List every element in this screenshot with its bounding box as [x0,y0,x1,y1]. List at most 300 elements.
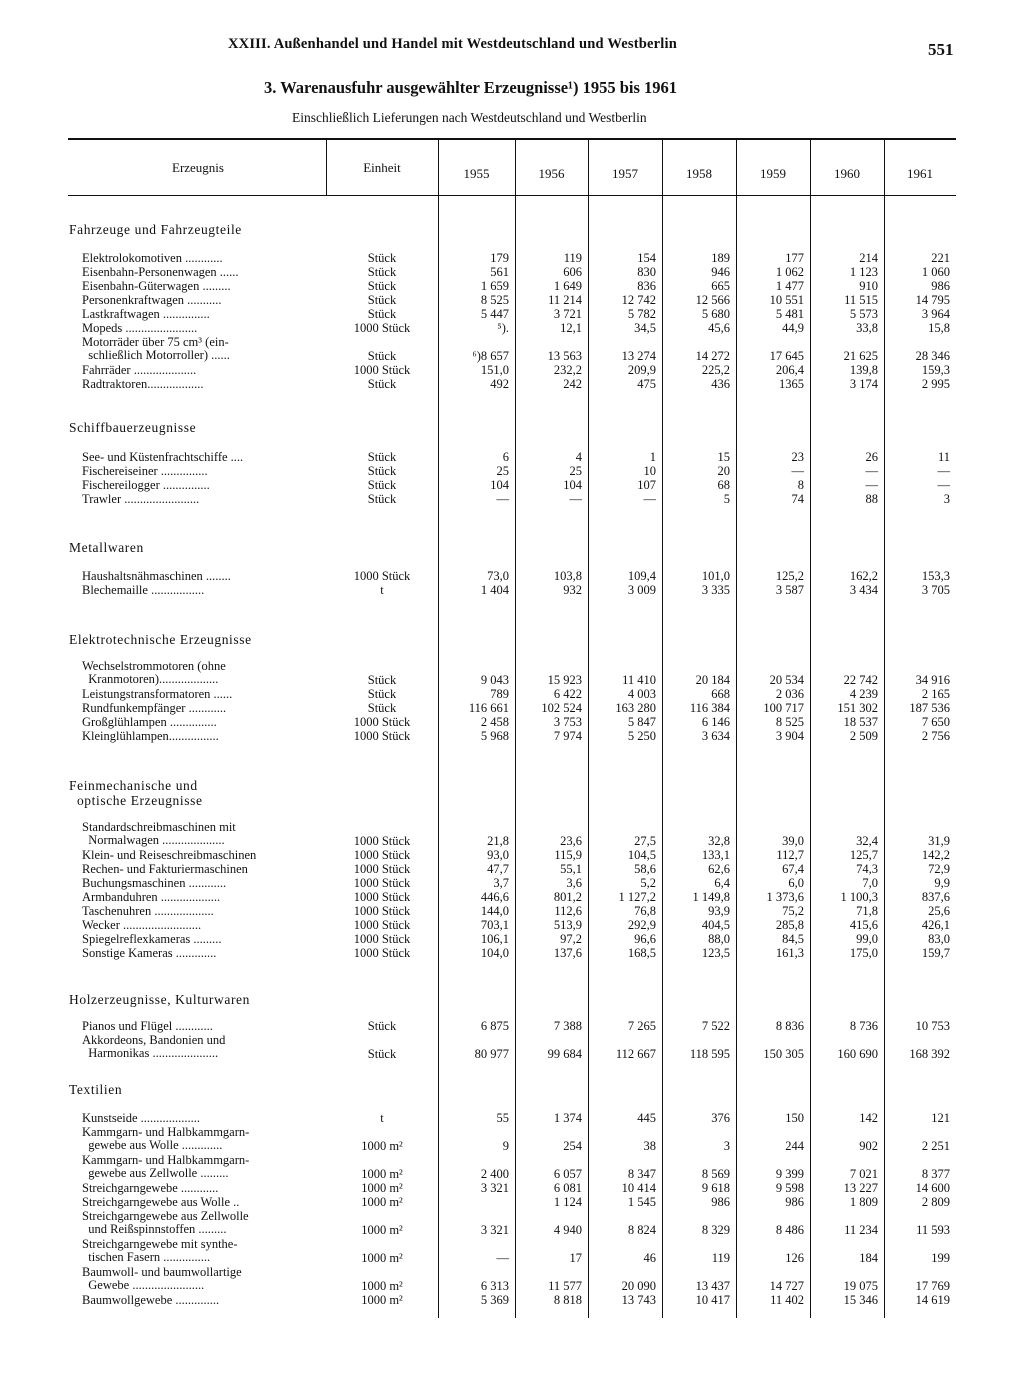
item-value: 18 537 [843,715,878,729]
item-value: 26 [865,450,878,464]
item-value: 5 447 [480,307,509,321]
item-label: Großglühlampen ............... [82,715,217,729]
item-unit: 1000 m² [361,1195,403,1209]
item-label: Baumwoll- und baumwollartige Gewebe ....................... [82,1265,242,1293]
item-value: 11 410 [622,672,656,687]
table-subtitle: Einschließlich Lieferungen nach Westdeutschland und Westberlin [292,110,647,125]
item-value: 5 847 [627,715,656,729]
column-rule [736,140,737,1318]
item-value: 4 940 [553,1222,582,1237]
item-value: 151 302 [837,701,878,715]
item-unit: Stück [367,265,397,279]
item-value: 99 684 [547,1046,582,1061]
item-value: 150 305 [763,1046,804,1061]
item-value: 986 [785,1195,804,1209]
item-label: Wecker ......................... [82,918,202,932]
item-value: ⁶)8 657 [472,348,509,363]
item-value: 5 [723,492,730,506]
item-unit: Stück [367,1046,397,1061]
header-year: 1957 [612,166,638,181]
item-unit: Stück [367,492,397,506]
item-unit: Stück [367,1019,397,1033]
item-value: 445 [637,1111,656,1125]
item-value: 159,3 [921,363,950,377]
item-value: 10 753 [915,1019,950,1033]
item-value: 221 [931,251,950,265]
section-title: Elektrotechnische Erzeugnisse [69,632,252,647]
item-value: 103,8 [553,569,582,583]
item-value: 426,1 [921,918,950,932]
header-year: 1958 [686,166,712,181]
item-value: — [569,492,582,506]
header-rule [68,195,956,196]
header-year: 1955 [463,166,490,181]
item-value: 1 659 [480,279,509,293]
item-value: 22 742 [843,672,878,687]
item-value: 106,1 [480,932,509,946]
item-value: 1 404 [480,583,509,597]
item-value: 14 795 [915,293,950,307]
item-value: 161,3 [775,946,804,960]
item-value: 119 [563,251,582,265]
item-value: 8 377 [921,1166,950,1181]
item-value: 83,0 [928,932,950,946]
item-value: 104,5 [627,848,656,862]
item-value: 107 [637,478,656,492]
item-unit: 1000 m² [361,1222,403,1237]
item-value: 14 727 [769,1278,804,1293]
item-label: Sonstige Kameras ............. [82,946,217,960]
item-value: 376 [711,1111,730,1125]
item-value: 2 036 [775,687,804,701]
item-unit: Stück [367,687,397,701]
item-value: 10 417 [695,1293,730,1307]
item-value: 12 566 [695,293,730,307]
item-value: 133,1 [701,848,730,862]
item-value: 4 239 [849,687,878,701]
item-value: 20 090 [621,1278,656,1293]
item-label: Streichgarngewebe mit synthe- tischen Fasern ............... [82,1237,238,1265]
item-value: 404,5 [701,918,730,932]
item-value: 8 525 [480,293,509,307]
item-value: 1 545 [627,1195,656,1209]
item-label: Trawler ........................ [82,492,200,506]
item-value: 2 400 [480,1166,509,1181]
item-value: 5 481 [775,307,804,321]
item-unit: 1000 m² [361,1278,403,1293]
item-label: Fahrräder .................... [82,363,197,377]
item-value: 115,9 [554,848,582,862]
item-value: 104 [563,478,582,492]
item-value: 513,9 [553,918,582,932]
item-value: 72,9 [928,862,950,876]
item-label: Mopeds ....................... [82,321,198,335]
column-rule [810,140,811,1318]
item-value: 21,8 [487,833,509,848]
item-value: 285,8 [775,918,804,932]
section-title: Textilien [69,1082,123,1097]
header-year: 1956 [538,166,565,181]
item-unit: 1000 Stück [353,876,411,890]
item-value: 2 509 [849,729,878,743]
header-einheit: Einheit [363,160,401,175]
item-value: 80 977 [474,1046,509,1061]
item-value: 8 736 [849,1019,878,1033]
item-value: — [937,478,950,492]
item-value: 168 392 [909,1046,950,1061]
item-value: ⁵). [497,321,509,335]
item-label: Kammgarn- und Halbkammgarn- gewebe aus Wolle ............. [82,1125,250,1153]
item-label: Klein- und Reiseschreibmaschinen [82,848,257,862]
item-value: 20 534 [769,672,804,687]
item-value: 3 587 [775,583,804,597]
item-value: 19 075 [843,1278,878,1293]
item-value: — [865,478,878,492]
item-value: 93,0 [487,848,509,862]
item-label: Rechen- und Fakturiermaschinen [82,862,248,876]
item-label: Personenkraftwagen ........... [82,293,222,307]
item-unit: t [380,583,384,597]
item-value: — [791,464,804,478]
item-value: 1 100,3 [840,890,878,904]
item-value: 73,0 [487,569,509,583]
item-value: 837,6 [921,890,950,904]
item-value: 3 321 [480,1222,509,1237]
item-value: 7 388 [553,1019,582,1033]
item-value: 13 437 [695,1278,730,1293]
item-unit: Stück [367,377,397,391]
item-unit: Stück [367,279,397,293]
item-label: Kunstseide ................... [82,1111,201,1125]
item-label: Elektrolokomotiven ............ [82,251,223,265]
item-value: 15 [717,450,730,464]
item-value: 20 [717,464,730,478]
item-value: 104,0 [480,946,509,960]
item-unit: 1000 Stück [353,918,411,932]
running-header: XXIII. Außenhandel und Handel mit Westdeutschland und Westberlin [228,36,678,52]
item-value: 13 227 [843,1181,878,1195]
item-unit: Stück [367,464,397,478]
item-value: 8 [797,478,804,492]
item-value: 175,0 [849,946,878,960]
item-value: 168,5 [627,946,656,960]
column-rule [588,140,589,1318]
item-value: 31,9 [928,833,950,848]
item-value: — [865,464,878,478]
item-unit: Stück [367,450,397,464]
item-value: 10 551 [769,293,804,307]
item-value: 150 [785,1111,804,1125]
item-value: 119 [711,1250,730,1265]
item-value: 9 043 [480,672,509,687]
item-value: 3 634 [701,729,730,743]
item-value: 6 057 [553,1166,582,1181]
item-value: 44,9 [782,321,804,335]
item-label: Wechselstrommotoren (ohne Kranmotoren)................... [82,659,226,687]
section-title: Schiffbauerzeugnisse [69,420,197,435]
section-title: Holzerzeugnisse, Kulturwaren [69,992,250,1007]
item-value: 2 165 [921,687,950,701]
item-value: 28 346 [915,348,950,363]
item-value: 75,2 [782,904,804,918]
item-value: 1365 [779,377,804,391]
item-value: 5 782 [627,307,656,321]
item-value: 34 916 [915,672,950,687]
item-value: 10 414 [621,1181,656,1195]
item-value: 5 573 [849,307,878,321]
item-unit: 1000 Stück [353,848,411,862]
item-label: Rundfunkempfänger ............ [82,701,227,715]
item-value: 9,9 [934,876,950,890]
item-value: 199 [931,1250,950,1265]
item-value: 665 [711,279,730,293]
item-value: — [937,464,950,478]
item-value: 14 600 [915,1181,950,1195]
item-value: 11 402 [770,1293,804,1307]
item-value: 121 [931,1111,950,1125]
item-value: 47,7 [487,862,509,876]
item-value: 9 [502,1138,509,1153]
item-value: 932 [563,583,582,597]
item-value: 3 753 [553,715,582,729]
item-unit: 1000 Stück [353,715,411,729]
item-value: 3 [943,492,950,506]
item-value: 14 272 [695,348,730,363]
header-year: 1960 [834,166,860,181]
item-value: 14 619 [915,1293,950,1307]
item-value: 244 [785,1138,804,1153]
item-value: 3 964 [921,307,950,321]
item-value: 9 598 [775,1181,804,1195]
item-unit: 1000 Stück [353,321,411,335]
header-year: 1959 [760,166,786,181]
item-value: 76,8 [634,904,656,918]
item-unit: 1000 Stück [353,833,411,848]
item-label: Eisenbahn-Güterwagen ......... [82,279,231,293]
item-label: Kleinglühlampen................ [82,729,219,743]
section-title: Metallwaren [69,540,144,555]
item-value: 8 818 [553,1293,582,1307]
item-value: 74 [791,492,804,506]
item-value: 902 [859,1138,878,1153]
column-rule [438,196,439,1318]
item-value: 789 [490,687,509,701]
item-value: 7,0 [862,876,878,890]
item-value: 225,2 [701,363,730,377]
item-value: 415,6 [849,918,878,932]
item-unit: 1000 Stück [353,862,411,876]
item-unit: Stück [367,478,397,492]
item-value: 1 373,6 [766,890,804,904]
item-value: 946 [711,265,730,279]
item-value: 163 280 [615,701,656,715]
item-value: 5 968 [480,729,509,743]
item-value: 118 595 [689,1046,730,1061]
item-label: Buchungsmaschinen ............ [82,876,227,890]
item-value: 15,8 [928,321,950,335]
item-value: 3,6 [566,876,582,890]
item-label: Armbanduhren ................... [82,890,221,904]
item-unit: 1000 Stück [353,904,411,918]
item-label: Radtraktoren.................. [82,377,204,391]
item-label: Akkordeons, Bandonien und Harmonikas ..................... [82,1033,226,1061]
item-value: 6 146 [701,715,730,729]
item-label: Pianos und Flügel ............ [82,1019,213,1033]
item-unit: 1000 Stück [353,569,411,583]
item-value: 6,0 [788,876,804,890]
item-value: 187 536 [909,701,950,715]
item-value: 11 515 [844,293,878,307]
item-value: 84,5 [782,932,804,946]
item-value: 46 [643,1250,656,1265]
item-unit: Stück [367,348,397,363]
item-value: 446,6 [480,890,509,904]
item-value: 15 923 [547,672,582,687]
item-value: 242 [563,377,582,391]
item-value: 6 313 [480,1278,509,1293]
item-value: 254 [563,1138,582,1153]
item-value: 23,6 [560,833,582,848]
item-value: 2 251 [921,1138,950,1153]
item-value: 6 [502,450,509,464]
item-value: 25 [569,464,582,478]
item-value: 3,7 [493,876,509,890]
item-value: 292,9 [627,918,656,932]
item-value: 7 650 [921,715,950,729]
item-value: 189 [711,251,730,265]
item-value: 11 234 [844,1222,878,1237]
item-label: Haushaltsnähmaschinen ........ [82,569,231,583]
section-title: Feinmechanische und optische Erzeugnisse [69,778,203,808]
item-value: 126 [785,1250,804,1265]
item-value: 123,5 [701,946,730,960]
item-value: 17 645 [769,348,804,363]
item-value: 104 [490,478,509,492]
item-label: Lastkraftwagen ............... [82,307,210,321]
item-value: — [643,492,656,506]
item-value: 2 458 [480,715,509,729]
item-value: 137,6 [553,946,582,960]
item-value: 74,3 [856,862,878,876]
item-value: 88 [865,492,878,506]
item-value: 177 [785,251,804,265]
item-value: 830 [637,265,656,279]
item-value: 34,5 [634,321,656,335]
item-value: 3 321 [480,1181,509,1195]
item-label: Blechemaille ................. [82,583,205,597]
item-value: 159,7 [921,946,950,960]
item-label: Motorräder über 75 cm³ (ein- schließlich Motorroller) ...... [82,335,230,363]
item-value: 3 174 [849,377,878,391]
item-value: 11 593 [916,1222,950,1237]
column-rule [662,140,663,1318]
item-unit: Stück [367,701,397,715]
item-value: 39,0 [782,833,804,848]
item-value: 23 [791,450,804,464]
item-value: 142 [859,1111,878,1125]
item-value: 144,0 [480,904,509,918]
item-value: 5 369 [480,1293,509,1307]
item-value: 13 274 [621,348,656,363]
item-value: 38 [643,1138,656,1153]
item-value: 11 214 [548,293,582,307]
item-unit: Stück [367,672,397,687]
item-value: 13 563 [547,348,582,363]
item-label: Streichgarngewebe aus Wolle .. [82,1195,240,1209]
item-value: 2 756 [921,729,950,743]
item-value: 15 346 [843,1293,878,1307]
item-value: 58,6 [634,862,656,876]
item-label: Eisenbahn-Personenwagen ...... [82,265,239,279]
item-value: 6,4 [714,876,730,890]
item-value: 8 329 [701,1222,730,1237]
item-value: 97,2 [560,932,582,946]
section-title: Fahrzeuge und Fahrzeugteile [69,222,242,237]
item-value: 13 743 [621,1293,656,1307]
item-value: 206,4 [775,363,804,377]
item-value: 112,6 [554,904,582,918]
item-value: 8 347 [627,1166,656,1181]
page-number: 551 [928,40,954,59]
item-value: 8 486 [775,1222,804,1237]
item-value: 125,7 [849,848,878,862]
item-unit: t [380,1111,384,1125]
item-value: 20 184 [695,672,730,687]
item-label: Fischereilogger ............... [82,478,210,492]
item-value: 32,8 [708,833,730,848]
export-table [68,138,956,1318]
item-unit: 1000 Stück [353,890,411,904]
item-value: 100 717 [763,701,804,715]
item-value: 1 123 [849,265,878,279]
item-value: 5 680 [701,307,730,321]
item-value: 112,7 [776,848,804,862]
item-value: 8 824 [627,1222,656,1237]
item-label: Fischereiseiner ............... [82,464,208,478]
item-value: 33,8 [856,321,878,335]
item-unit: 1000 Stück [353,729,411,743]
item-value: 7 522 [701,1019,730,1033]
item-value: 139,8 [849,363,878,377]
item-value: 17 769 [915,1278,950,1293]
item-value: 116 661 [468,701,509,715]
item-value: 5,2 [640,876,656,890]
item-value: 8 836 [775,1019,804,1033]
item-value: 986 [931,279,950,293]
item-value: 910 [859,279,878,293]
item-value: 7 265 [627,1019,656,1033]
item-value: 1 127,2 [618,890,656,904]
item-unit: Stück [367,293,397,307]
item-value: 142,2 [921,848,950,862]
item-value: 2 995 [921,377,950,391]
item-value: 801,2 [553,890,582,904]
item-value: 109,4 [627,569,656,583]
item-value: 2 809 [921,1195,950,1209]
table-title: 3. Warenausfuhr ausgewählter Erzeugnisse¹) 1955 bis 1961 [264,78,678,97]
item-value: 8 525 [775,715,804,729]
item-value: 209,9 [627,363,656,377]
item-value: 116 384 [689,701,730,715]
item-value: 25 [496,464,509,478]
item-value: 703,1 [480,918,509,932]
item-value: 606 [563,265,582,279]
item-label: Taschenuhren ................... [82,904,214,918]
item-value: 151,0 [480,363,509,377]
item-value: 10 [643,464,656,478]
item-value: 55 [496,1111,509,1125]
item-unit: 1000 m² [361,1250,403,1265]
